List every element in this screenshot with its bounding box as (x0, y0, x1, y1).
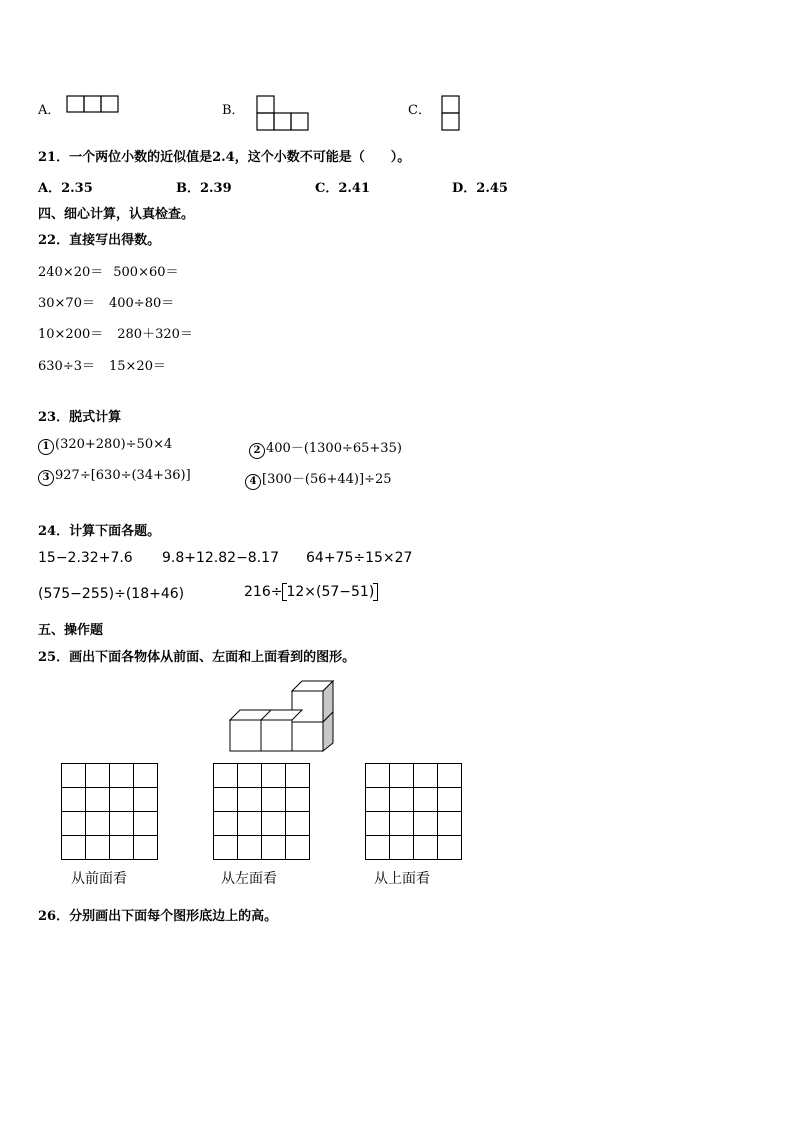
q24-stem: 24．计算下面各题。 (38, 524, 161, 539)
q23-item-expr: (320+280)÷50×4 (55, 437, 173, 452)
q21-option-d: D．2.45 (452, 181, 508, 196)
q22-row-3 (38, 323, 193, 342)
q24-expr-4: (575−255)÷(18+46) (38, 586, 185, 602)
q25-cube-object (228, 678, 340, 754)
q22-row-2 (38, 292, 174, 311)
q23-item-number: 4 (245, 474, 261, 490)
q22-expr: 630÷3＝ (38, 359, 95, 374)
q22-row-4 (38, 355, 166, 374)
q25-stem: 25．画出下面各物体从前面、左面和上面看到的图形。 (38, 650, 356, 665)
q21-option-a: A．2.35 (38, 181, 93, 196)
q21-option-c: C．2.41 (315, 181, 371, 196)
section-5-heading: 五、操作题 (38, 623, 104, 638)
q23-item-number: 3 (38, 470, 54, 486)
q20-figure-a (66, 95, 120, 113)
q23-item-2 (249, 437, 402, 459)
q23-item-1 (38, 437, 172, 455)
q25-caption-front: 从前面看 (71, 871, 127, 887)
q24-square-bracket (282, 583, 378, 601)
q23-item-number: 1 (38, 439, 54, 455)
q22-expr: 280＋320＝ (117, 327, 193, 342)
q25-grid-left (213, 763, 311, 861)
q23-item-4 (245, 468, 392, 490)
q23-item-expr: 400－(1300÷65+35) (266, 441, 402, 456)
q25-grid-top (365, 763, 463, 861)
q20-figure-b (256, 95, 312, 133)
q23-stem: 23．脱式计算 (38, 410, 122, 425)
q25-caption-left: 从左面看 (221, 871, 277, 887)
q20-option-b-label: B． (222, 103, 245, 118)
q22-expr: 500×60＝ (113, 265, 179, 280)
q21-option-b: B．2.39 (176, 181, 232, 196)
q24-expr-2: 9.8+12.82−8.17 (162, 550, 279, 566)
q24-expr-5-inner: 12×(57−51) (286, 584, 375, 600)
q22-expr: 240×20＝ (38, 265, 104, 280)
q22-expr: 10×200＝ (38, 327, 104, 342)
q23-item-3 (38, 468, 191, 486)
q22-expr: 15×20＝ (108, 359, 166, 374)
q23-item-number: 2 (249, 443, 265, 459)
q20-option-a-label: A． (38, 103, 61, 118)
q24-expr-5-prefix: 216÷ (244, 584, 283, 600)
q24-expr-1: 15−2.32+7.6 (38, 550, 133, 566)
q24-expr-5 (244, 583, 378, 601)
q25-caption-top: 从上面看 (374, 871, 430, 887)
q20-figure-c (441, 95, 461, 133)
q25-grid-front (61, 763, 159, 861)
q21-stem: 21．一个两位小数的近似值是2.4，这个小数不可能是（ ）。 (38, 150, 411, 165)
q26-stem: 26．分别画出下面每个图形底边上的高。 (38, 909, 278, 924)
q22-expr: 400÷80＝ (108, 296, 175, 311)
q22-row-1 (38, 261, 179, 280)
q23-item-expr: 927÷[630÷(34+36)] (55, 468, 191, 483)
q20-option-c-label: C． (408, 103, 431, 118)
q22-stem: 22．直接写出得数。 (38, 233, 161, 248)
q24-expr-3: 64+75÷15×27 (306, 550, 413, 566)
section-4-heading: 四、细心计算，认真检查。 (38, 207, 195, 222)
q20-option-b (222, 99, 245, 118)
q23-item-expr: [300－(56+44)]÷25 (262, 472, 392, 487)
q20-option-a (38, 99, 60, 118)
q22-expr: 30×70＝ (38, 296, 95, 311)
q20-option-c (408, 99, 431, 118)
